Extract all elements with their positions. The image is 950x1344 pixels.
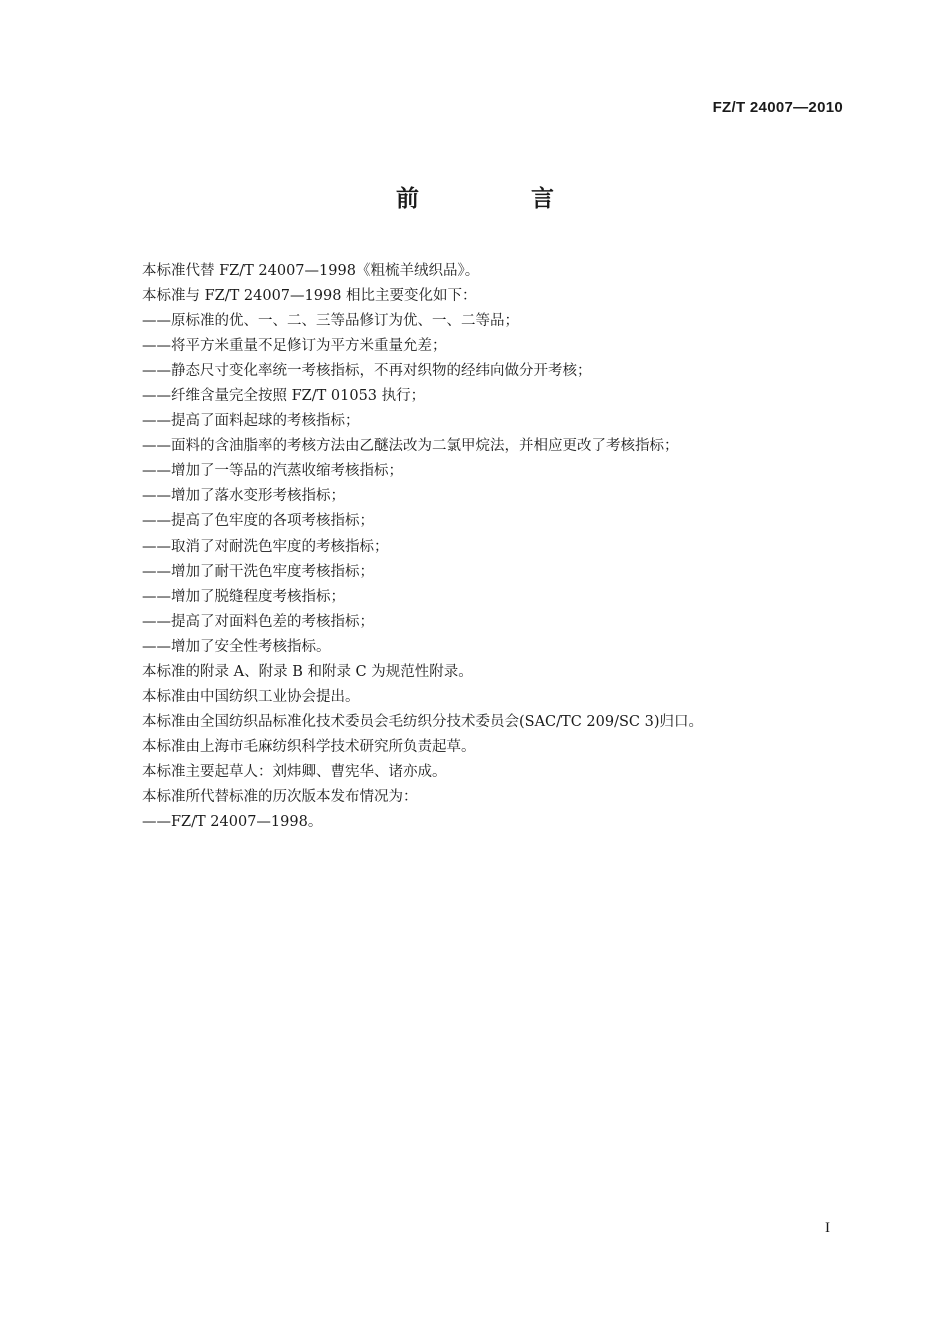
body-line: 本标准由上海市毛麻纺织科学技术研究所负责起草。 bbox=[142, 738, 476, 755]
body-line: 本标准所代替标准的历次版本发布情况为： bbox=[142, 788, 418, 805]
change-item: ——增加了安全性考核指标。 bbox=[142, 638, 331, 655]
page-title: 前 言 bbox=[395, 186, 606, 212]
change-item: ——增加了脱缝程度考核指标； bbox=[142, 588, 345, 605]
change-item: ——增加了耐干洗色牢度考核指标； bbox=[142, 563, 374, 580]
change-item: ——提高了色牢度的各项考核指标； bbox=[142, 513, 374, 530]
standard-code: FZ/T 24007—2010 bbox=[712, 99, 843, 116]
body-line: 本标准由中国纺织工业协会提出。 bbox=[142, 688, 360, 705]
change-item: ——FZ/T 24007—1998。 bbox=[142, 814, 323, 831]
change-item: ——将平方米重量不足修订为平方米重量允差； bbox=[142, 338, 447, 355]
change-item: ——静态尺寸变化率统一考核指标，不再对织物的经纬向做分开考核； bbox=[142, 363, 592, 380]
page-number: I bbox=[825, 1220, 830, 1236]
foreword-body bbox=[142, 259, 822, 835]
change-item: ——原标准的优、一、二、三等品修订为优、一、二等品； bbox=[142, 313, 519, 330]
body-line: 本标准代替 FZ/T 24007—1998《粗梳羊绒织品》。 bbox=[142, 263, 480, 279]
change-item: ——提高了对面料色差的考核指标； bbox=[142, 613, 374, 630]
body-line: 本标准与 FZ/T 24007—1998 相比主要变化如下： bbox=[142, 288, 477, 305]
body-line: 本标准由全国纺织品标准化技术委员会毛纺织分技术委员会(SAC/TC 209/SC 3)归口。 bbox=[142, 713, 703, 730]
body-line: 本标准的附录 A、附录 B 和附录 C 为规范性附录。 bbox=[142, 663, 473, 680]
body-line: 本标准主要起草人：刘炜卿、曹宪华、诸亦成。 bbox=[142, 763, 447, 780]
change-item: ——面料的含油脂率的考核方法由乙醚法改为二氯甲烷法，并相应更改了考核指标； bbox=[142, 438, 679, 455]
change-item: ——增加了一等品的汽蒸收缩考核指标； bbox=[142, 463, 403, 480]
change-item: ——提高了面料起球的考核指标； bbox=[142, 413, 360, 430]
change-item: ——取消了对耐洗色牢度的考核指标； bbox=[142, 538, 389, 555]
change-item: ——增加了落水变形考核指标； bbox=[142, 488, 345, 505]
change-item: ——纤维含量完全按照 FZ/T 01053 执行； bbox=[142, 388, 426, 405]
